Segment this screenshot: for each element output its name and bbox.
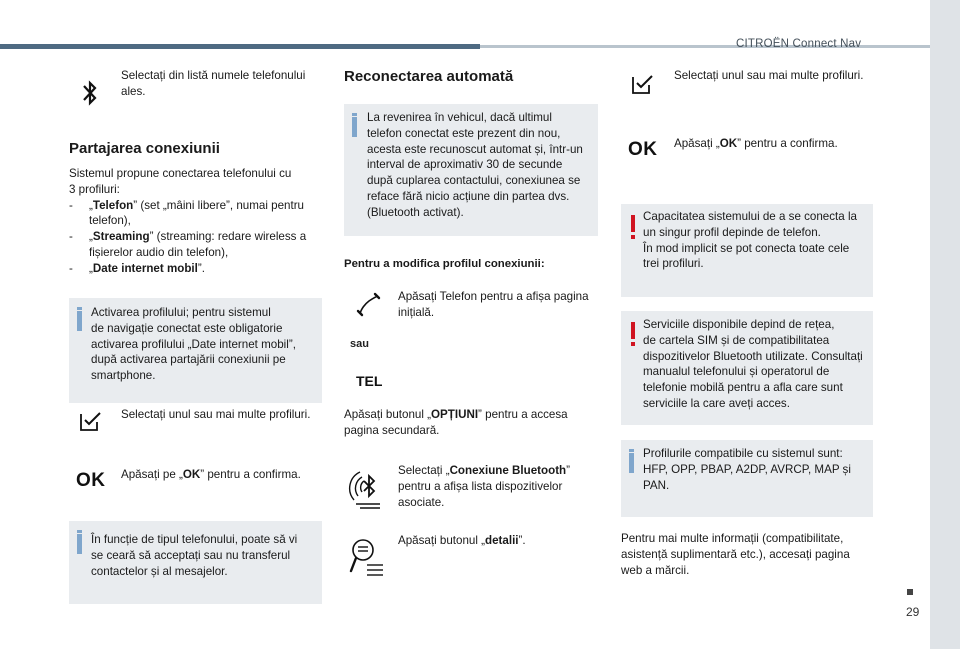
profile-item-date-internet: - „Date internet mobil”. — [69, 261, 205, 275]
info-icon — [629, 453, 634, 473]
details-icon — [349, 535, 385, 579]
info-box-auto-reconnect: La revenirea în vehicul, dacă ultimul telefon conectat este prezent din nou, acesta este recunoscut automat și, într-un interval de aproximativ 30 de secunde după cuplarea contactului, conexiunea se reface fără nicio acțiune din partea dvs. (Bluetooth activat). — [344, 104, 598, 236]
info-box-compatible-profiles: Profilurile compatibile cu sistemul sunt: HFP, OPP, PBAP, A2DP, AVRCP, MAP și PAN. — [621, 440, 873, 517]
checkbox-list-icon — [80, 412, 102, 432]
warning-icon — [631, 322, 635, 339]
press-details-text: Apăsați butonul „detalii”. — [398, 534, 526, 547]
section-heading-sharing: Partajarea conexiunii — [69, 140, 220, 157]
info-icon — [352, 117, 357, 137]
info-box-profile-activation: Activarea profilului; pentru sistemul de navigație conectat este obligatorie activarea profilului „Date internet mobil”, după activarea partajării conexiunii pe smartphone. — [69, 298, 322, 403]
press-options-text: Apăsați butonul „OPȚIUNI” pentru a accesa pagina secundară. — [344, 408, 568, 437]
header-bar — [0, 44, 480, 49]
section-heading-reconnect: Reconectarea automată — [344, 68, 514, 85]
press-ok-text-2: Apăsați „OK” pentru a confirma. — [674, 137, 838, 150]
select-profiles-text-2: Selectați unul sau mai multe profiluri. — [674, 69, 864, 82]
more-info-text: Pentru mai multe informații (compatibilitate, asistență suplimentară etc.), accesați pagina web a mărcii. — [621, 532, 850, 577]
header-bar-thin — [480, 45, 930, 48]
footer-marker — [907, 589, 913, 595]
warning-box-single-profile: Capacitatea sistemului de a se conecta la un singur profil depinde de telefon. În mod implicit se pot conecta toate cele trei profiluri. — [621, 204, 873, 297]
checkbox-list-icon — [632, 75, 654, 95]
profile-item-streaming: - „Streaming” (streaming: redare wireless a fișierelor audio din telefon), — [69, 230, 307, 259]
ok-icon: OK — [76, 470, 106, 491]
or-label: sau — [350, 338, 369, 350]
select-profiles-text: Selectați unul sau mai multe profiluri. — [121, 408, 311, 421]
ok-icon-2: OK — [628, 139, 658, 160]
page-number: 29 — [906, 605, 920, 619]
info-box-phone-type: În funcție de tipul telefonului, poate să vi se ceară să acceptați sau nu transferul contactelor și al mesajelor. — [69, 521, 322, 604]
warning-box-services: Serviciile disponibile depind de rețea, de cartela SIM și de compatibilitatea dispozitivelor Bluetooth utilizate. Consultați manualul telefonului și operatorul de telefonie mobilă pentru a afla care sunt serviciile la care aveți acces. — [621, 311, 873, 425]
info-icon — [77, 311, 82, 331]
select-bluetooth-text: Selectați „Conexiune Bluetooth” pentru a afișa lista dispozitivelor asociate. — [398, 464, 571, 509]
phone-icon — [356, 292, 382, 318]
profile-item-telefon: - „Telefon” (set „mâini libere”, numai pentru telefon), — [69, 198, 304, 228]
bluetooth-connection-icon — [348, 466, 384, 510]
info-icon — [77, 534, 82, 554]
press-ok-text: Apăsați pe „OK” pentru a confirma. — [121, 468, 301, 481]
modify-profile-label: Pentru a modifica profilul conexiunii: — [344, 258, 545, 270]
bluetooth-icon — [80, 77, 100, 109]
warning-icon — [631, 215, 635, 232]
select-phone-text: Selectați din listă numele telefonului ales. — [121, 69, 306, 98]
header-title: CITROËN Connect Nav — [736, 38, 862, 50]
sharing-intro: Sistemul propune conectarea telefonului cu 3 profiluri: - „Telefon” (set „mâini libere”, numai pentru telefon), - „Streaming” (streaming: redare wireless a fișierelor audio din telefon), - „Date internet mobil”. — [69, 166, 324, 277]
press-phone-text: Apăsați Telefon pentru a afișa pagina inițială. — [398, 290, 589, 319]
tel-icon: TEL — [356, 373, 383, 389]
page-edge-strip — [930, 0, 960, 649]
